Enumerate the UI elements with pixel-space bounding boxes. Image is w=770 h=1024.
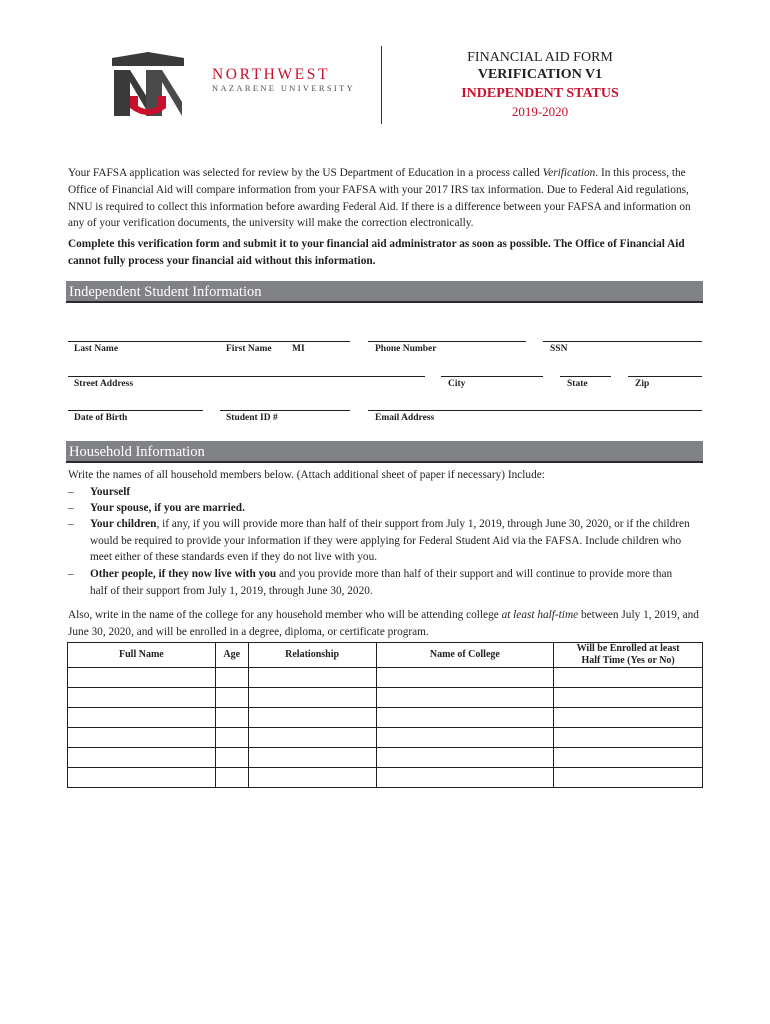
table-row [68,768,703,788]
household-section-header: Household Information [66,441,703,463]
award-year: 2019-2020 [511,104,569,119]
city-line[interactable] [441,376,543,377]
phone-label: Phone Number [375,344,437,354]
list-dash: – [68,502,74,514]
cell-full-name[interactable] [68,688,216,708]
cell-relationship[interactable] [248,688,376,708]
student-id-line[interactable] [220,410,350,411]
cell-college[interactable] [376,668,554,688]
item-yourself: Yourself [90,486,131,498]
table-row [68,728,703,748]
zip-line[interactable] [628,376,702,377]
list-dash: – [68,518,74,530]
cell-college[interactable] [376,768,554,788]
header-relationship: Relationship [248,643,376,668]
table-row [68,748,703,768]
table-row [68,708,703,728]
student-section-header: Independent Student Information [66,281,703,303]
cell-age[interactable] [215,728,248,748]
zip-label: Zip [635,379,650,389]
table-row [68,668,703,688]
cell-age[interactable] [215,688,248,708]
header-divider [381,46,382,124]
cell-relationship[interactable] [248,748,376,768]
cell-college[interactable] [376,728,554,748]
verification-term: Verification [542,167,596,179]
brand-name: NORTHWEST [212,66,331,83]
list-dash: – [68,568,74,580]
mi-label: MI [292,344,305,354]
form-version: VERIFICATION V1 [477,67,603,82]
household-instruction: Write the names of all household members below. (Attach additional sheet of paper if necessary) Include: [68,469,545,481]
item-children: Your children [90,518,157,530]
name-line[interactable] [68,341,350,342]
list-item [68,484,708,501]
cell-full-name[interactable] [68,768,216,788]
cell-enrolled[interactable] [554,688,703,708]
state-line[interactable] [560,376,611,377]
student-id-label: Student ID # [226,413,278,423]
email-line[interactable] [368,410,702,411]
cell-enrolled[interactable] [554,728,703,748]
intro-instruction: Complete this verification form and submit it to your financial aid administrator as soon as possible. The Office of Financial Aid cannot fully process your financial aid without this information. [68,238,685,267]
cell-relationship[interactable] [248,768,376,788]
cell-full-name[interactable] [68,748,216,768]
intro-paragraph: Your FAFSA application was selected for review by the US Department of Education in a process called Verification. In this process, the Office of Financial Aid will compare information from your FAFSA with your 2017 IRS tax information. Due to Federal Aid regulations, NNU is required to collect this information before awarding Federal Aid. If there is a difference between your FAFSA and information on any of your verification documents, the university will make the correction electronically. [68,167,691,230]
phone-line[interactable] [368,341,526,342]
cell-college[interactable] [376,708,554,728]
ssn-line[interactable] [543,341,702,342]
form-status: INDEPENDENT STATUS [461,86,619,101]
list-item [68,500,708,517]
list-dash: – [68,486,74,498]
header-enrolled: Will be Enrolled at least Half Time (Yes or No) [554,643,703,668]
header-college: Name of College [376,643,554,668]
cell-relationship[interactable] [248,728,376,748]
cell-age[interactable] [215,768,248,788]
cell-enrolled[interactable] [554,768,703,788]
item-other-people: Other people, if they now live with you [90,568,277,580]
table-row [68,688,703,708]
household-table [67,642,703,788]
street-label: Street Address [74,379,134,389]
cell-enrolled[interactable] [554,708,703,728]
city-label: City [448,379,466,389]
cell-full-name[interactable] [68,668,216,688]
header-age: Age [215,643,248,668]
brand-subtitle: NAZARENE UNIVERSITY [212,84,356,93]
cell-age[interactable] [215,668,248,688]
form-title: FINANCIAL AID FORM [467,50,613,65]
cell-age[interactable] [215,708,248,728]
state-label: State [567,379,588,389]
cell-college[interactable] [376,688,554,708]
dob-line[interactable] [68,410,203,411]
list-item: – Your children, if any, if you will provide more than half of their support from July 1, 2019, through June 30, 2020, or if the children would be required to provide your information if they were applying for Federal Student Aid via the FAFSA. Include children who meet either of these standards even if they do not live with you. [68,518,690,563]
list-item: – Other people, if they now live with you and you provide more than half of their support and will continue to provide more than half of their support from July 1, 2019, through June 30, 2020. [68,568,673,597]
dob-label: Date of Birth [74,413,128,423]
ssn-label: SSN [550,344,568,354]
street-line[interactable] [68,376,425,377]
email-label: Email Address [375,413,435,423]
cell-full-name[interactable] [68,708,216,728]
nnu-logo [110,52,186,122]
cell-relationship[interactable] [248,708,376,728]
first-name-label: First Name [226,344,272,354]
last-name-label: Last Name [74,344,119,354]
cell-age[interactable] [215,748,248,768]
college-instruction: Also, write in the name of the college for any household member who will be attending college at least half-time between July 1, 2019, and June 30, 2020, and will be enrolled in a degree, diploma, or certificate program. [68,609,699,638]
cell-enrolled[interactable] [554,748,703,768]
item-spouse: Your spouse, if you are married. [90,502,245,514]
cell-college[interactable] [376,748,554,768]
cell-full-name[interactable] [68,728,216,748]
cell-enrolled[interactable] [554,668,703,688]
cell-relationship[interactable] [248,668,376,688]
header-full-name: Full Name [68,643,216,668]
table-header-row [68,643,703,668]
